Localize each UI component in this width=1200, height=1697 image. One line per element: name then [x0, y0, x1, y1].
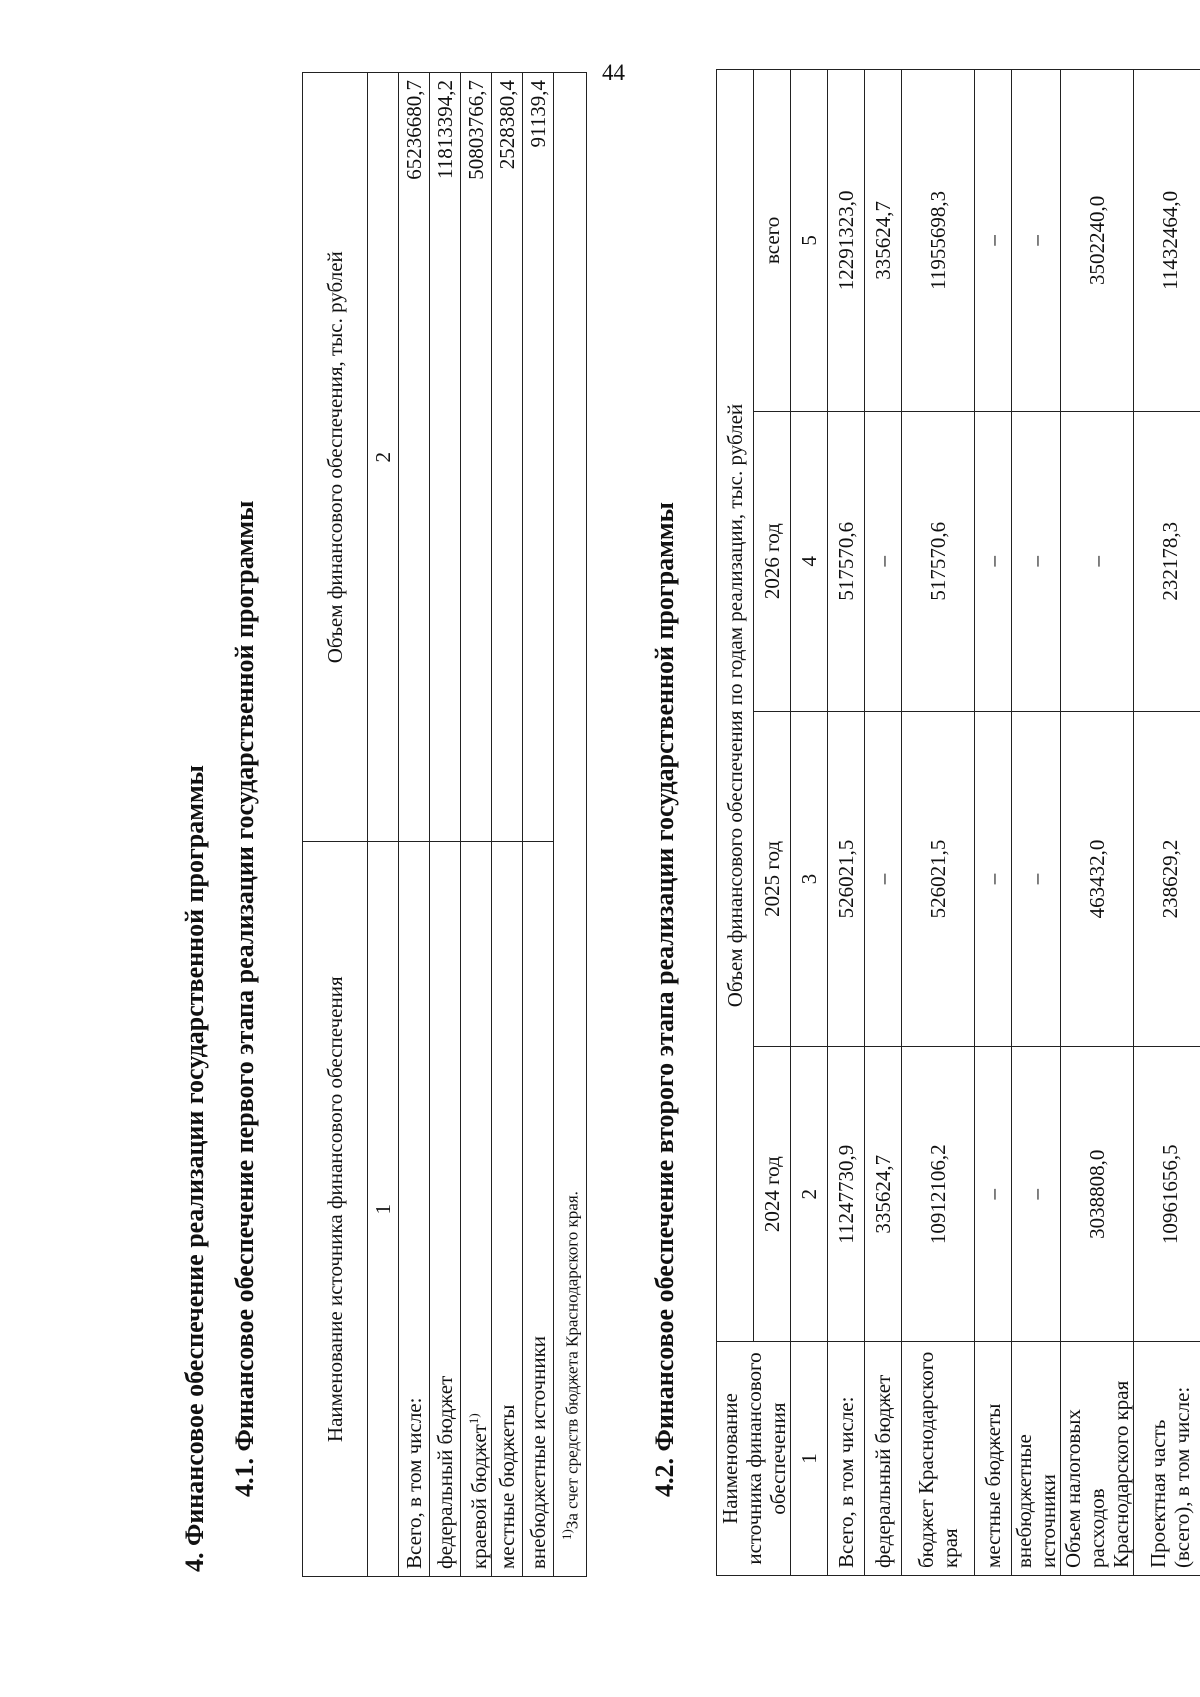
- row-label: местные бюджеты: [975, 1342, 1012, 1576]
- header-cell: Объем финансового обеспечения, тыс. рублей: [303, 73, 368, 842]
- row-value: 2528380,4: [492, 73, 523, 842]
- row-label: федеральный бюджет: [430, 842, 461, 1577]
- row-label: внебюджетные источники: [1012, 1342, 1061, 1576]
- row-label: Всего, в том числе:: [399, 842, 430, 1577]
- row-value: –: [975, 411, 1012, 711]
- row-label: [461, 842, 492, 1577]
- header-cell-source: Наименование источника финансового обеспечения: [717, 1342, 791, 1576]
- header-cell: Наименование источника финансового обеспечения: [303, 842, 368, 1577]
- row-value: –: [1012, 411, 1061, 711]
- column-number: 1: [368, 842, 399, 1577]
- table-row: [975, 70, 1012, 1576]
- table-row: [399, 73, 430, 1577]
- row-label-text: краевой бюджет: [466, 1424, 491, 1569]
- column-number: 2: [791, 1047, 828, 1342]
- header-cell-group: Объем финансового обеспечения по годам реализации, тыс. рублей: [717, 70, 754, 1342]
- page-number: 44: [602, 60, 625, 85]
- row-label: внебюджетные источники: [523, 842, 554, 1577]
- column-number-row: [791, 70, 828, 1576]
- row-value: 91139,4: [523, 73, 554, 842]
- row-label: федеральный бюджет: [865, 1342, 902, 1576]
- row-value: –: [1012, 711, 1061, 1047]
- row-value: 517570,6: [828, 411, 865, 711]
- column-number: 3: [791, 711, 828, 1047]
- row-value: 232178,3: [1134, 411, 1200, 711]
- row-value: 50803766,7: [461, 73, 492, 842]
- column-number: 5: [791, 70, 828, 412]
- table-header-row: [717, 70, 754, 1576]
- row-value: –: [1012, 1047, 1061, 1342]
- subsection-title-4-2: 4.2. Финансовое обеспечение второго этапа реализации государственной программы: [650, 502, 679, 1497]
- row-label: местные бюджеты: [492, 842, 523, 1577]
- column-number-row: [368, 73, 399, 1577]
- row-value: 238629,2: [1134, 711, 1200, 1047]
- table-header-row: [303, 73, 368, 1577]
- row-value: –: [975, 711, 1012, 1047]
- header-cell-total: всего: [754, 70, 791, 412]
- row-value: 10912106,2: [902, 1047, 975, 1342]
- table-row: [1012, 70, 1061, 1576]
- row-value: 526021,5: [902, 711, 975, 1047]
- footnote-mark: 1): [559, 1529, 575, 1540]
- header-cell-year: 2025 год: [754, 711, 791, 1047]
- table-row: [1061, 70, 1134, 1576]
- row-value: 335624,7: [865, 70, 902, 412]
- row-value: –: [865, 711, 902, 1047]
- row-value: 65236680,7: [399, 73, 430, 842]
- row-value: 463432,0: [1061, 711, 1134, 1047]
- row-label: Всего, в том числе:: [828, 1342, 865, 1576]
- row-value: 11432464,0: [1134, 70, 1200, 412]
- table-row: [902, 70, 975, 1576]
- row-value: 3038808,0: [1061, 1047, 1134, 1342]
- row-value: –: [865, 411, 902, 711]
- table-row: [461, 73, 492, 1577]
- footnote-text: За счет средств бюджета Краснодарского края.: [562, 1191, 582, 1530]
- row-label: Проектная часть (всего), в том числе:: [1134, 1342, 1200, 1576]
- row-value: 11813394,2: [430, 73, 461, 842]
- row-label: Объем налоговых расходов Краснодарского края: [1061, 1342, 1134, 1576]
- footnote-row: [554, 73, 587, 1577]
- rotated-content: [180, 80, 1194, 1592]
- row-value: 10961656,5: [1134, 1047, 1200, 1342]
- row-value: –: [1012, 70, 1061, 412]
- row-value: 526021,5: [828, 711, 865, 1047]
- table-row: [523, 73, 554, 1577]
- header-cell-year: 2026 год: [754, 411, 791, 711]
- footnote: [554, 73, 587, 1577]
- row-value: 11955698,3: [902, 70, 975, 412]
- footnote-ref: 1): [465, 1413, 481, 1425]
- section-title: 4. Финансовое обеспечение реализации государственной программы: [180, 765, 209, 1572]
- funding-table-stage-2: [716, 69, 1200, 1576]
- row-value: –: [975, 1047, 1012, 1342]
- header-cell-year: 2024 год: [754, 1047, 791, 1342]
- row-value: –: [1061, 411, 1134, 711]
- row-value: 12291323,0: [828, 70, 865, 412]
- column-number: 2: [368, 73, 399, 842]
- row-value: 3502240,0: [1061, 70, 1134, 412]
- row-value: 335624,7: [865, 1047, 902, 1342]
- row-value: –: [975, 70, 1012, 412]
- row-value: 517570,6: [902, 411, 975, 711]
- table-row: [828, 70, 865, 1576]
- table-row: [1134, 70, 1200, 1576]
- column-number: 1: [791, 1342, 828, 1576]
- row-label: бюджет Краснодарского края: [902, 1342, 975, 1576]
- funding-table-stage-1: [302, 72, 587, 1577]
- table-row: [492, 73, 523, 1577]
- table-row: [430, 73, 461, 1577]
- subsection-title-4-1: 4.1. Финансовое обеспечение первого этапа реализации государственной программы: [230, 500, 259, 1497]
- table-row: [865, 70, 902, 1576]
- row-value: 11247730,9: [828, 1047, 865, 1342]
- column-number: 4: [791, 411, 828, 711]
